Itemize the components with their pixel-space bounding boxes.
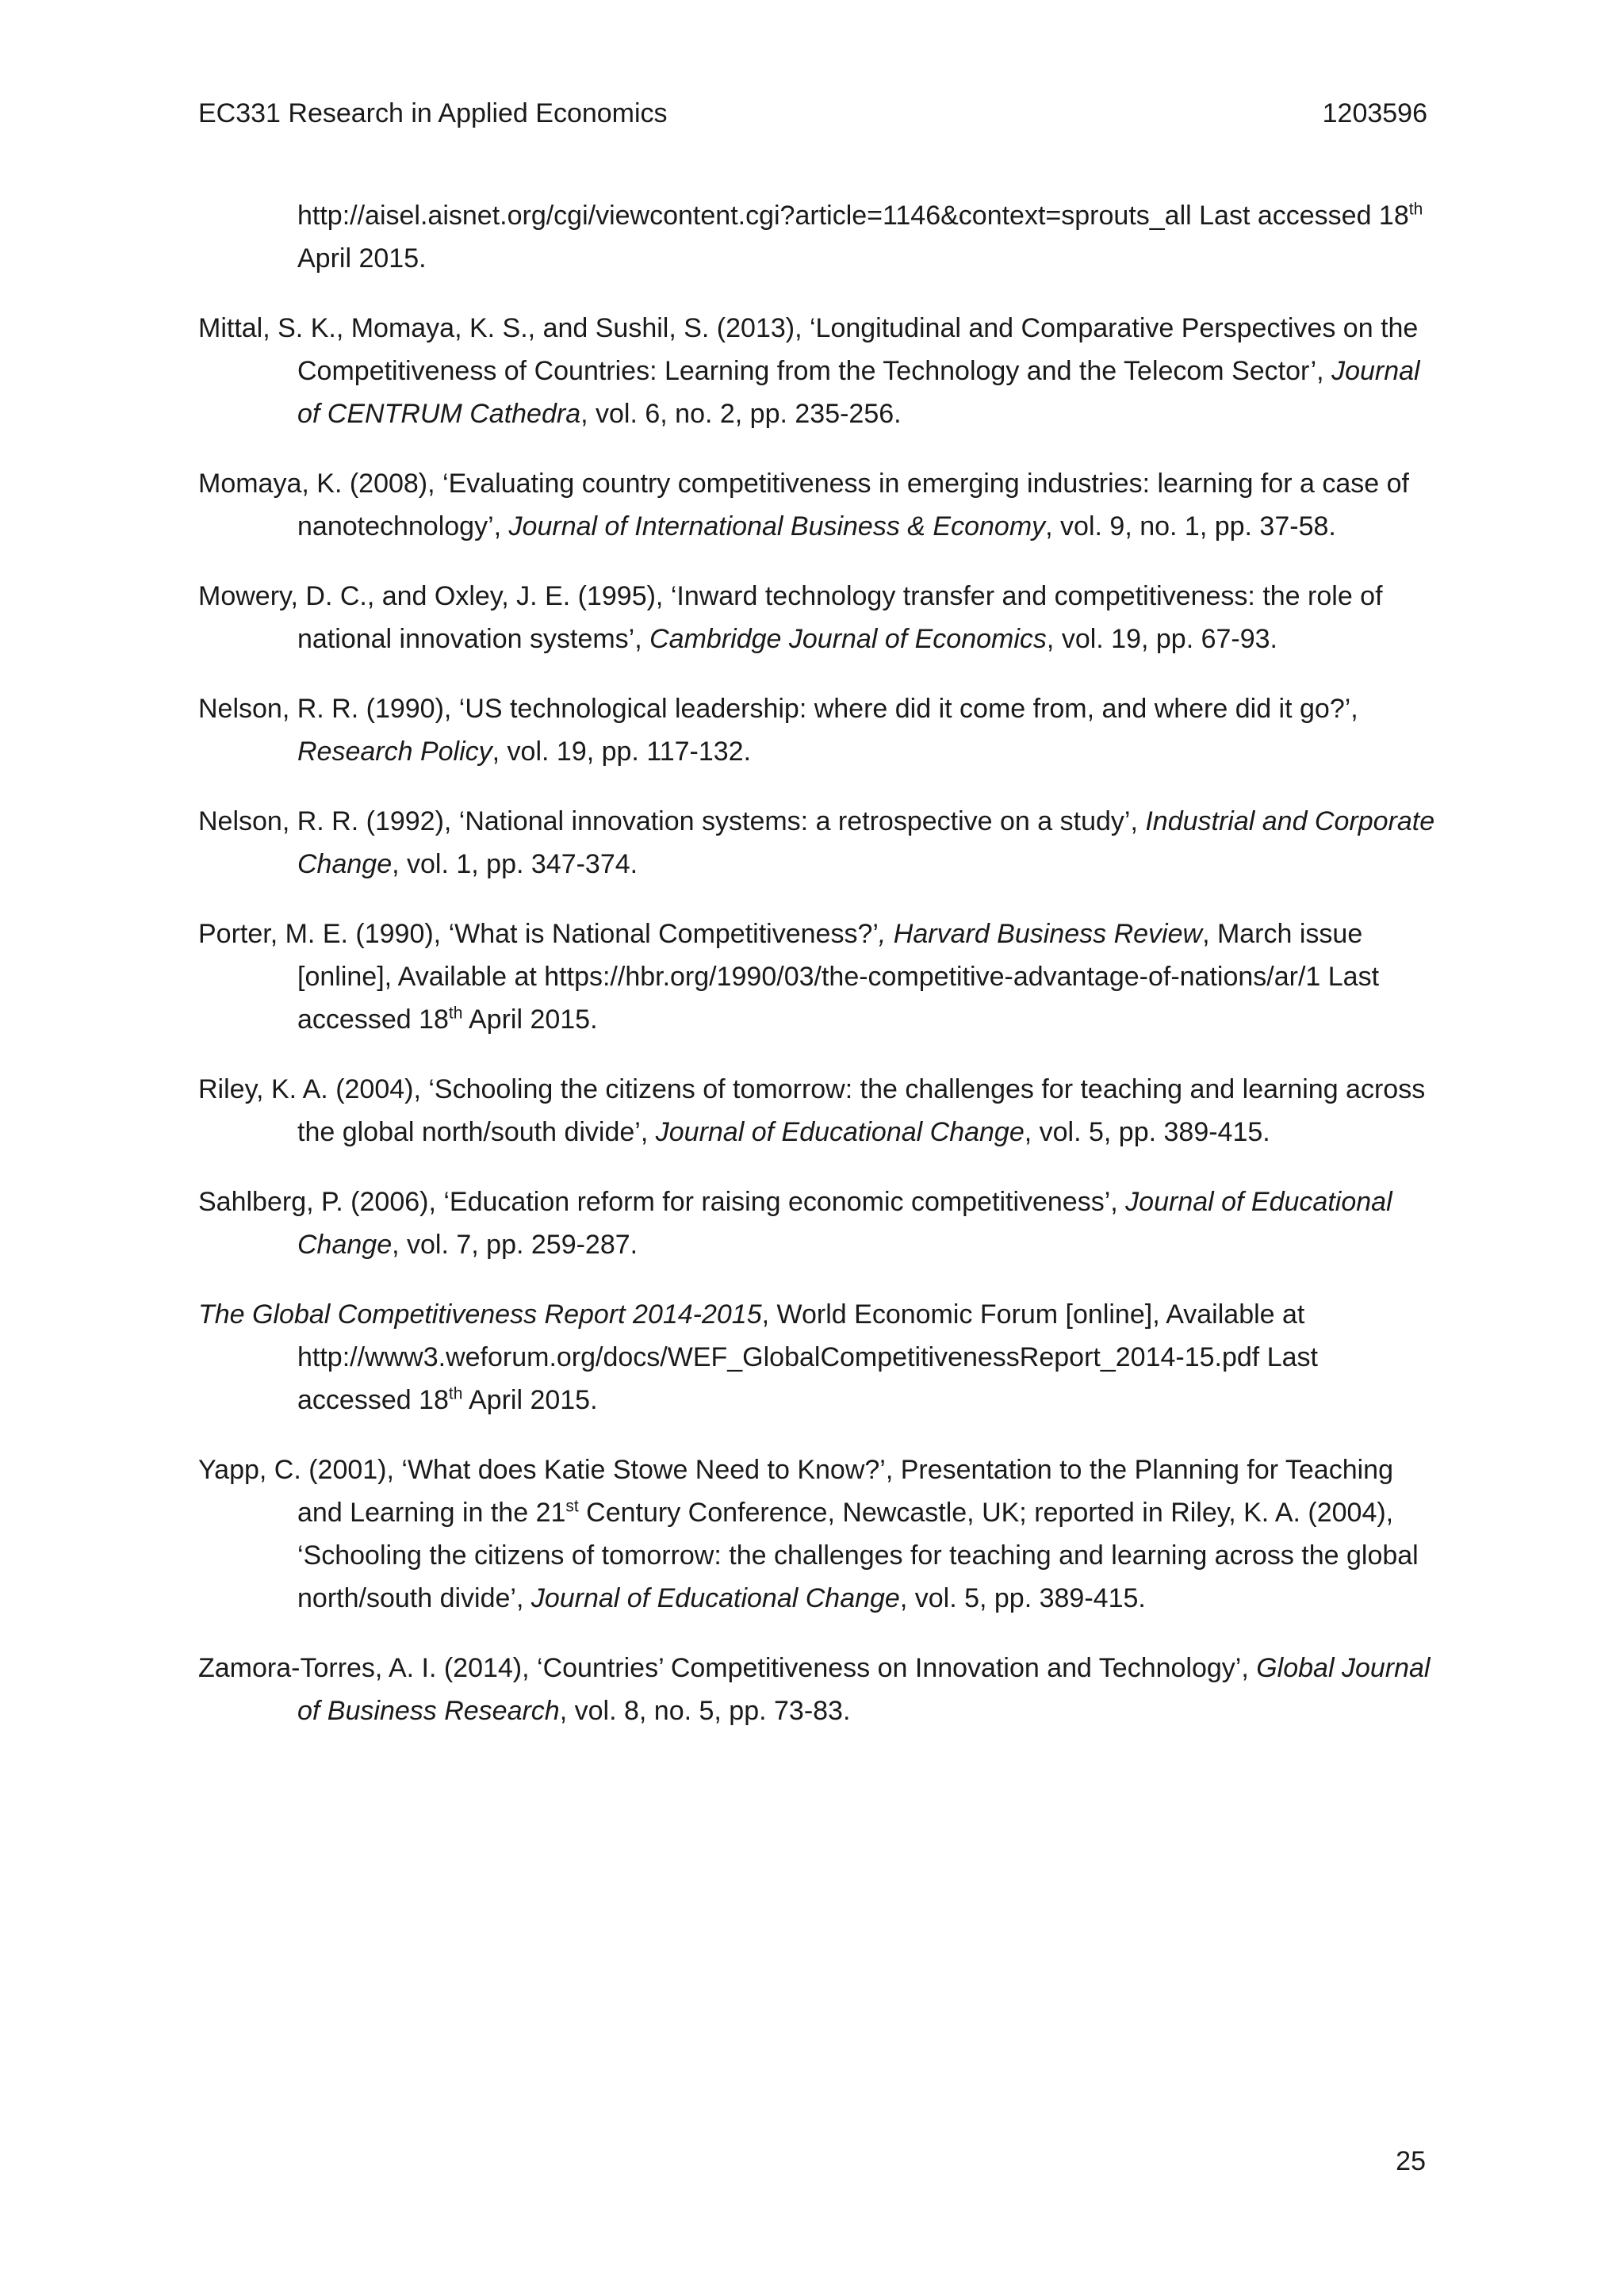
reference-sahlberg-2006: Sahlberg, P. (2006), ‘Education reform for raising economic competitiveness’, Journal of Educational Change, vol. 7, pp. 259-287. xyxy=(198,1187,1392,1260)
reference-momaya-2008: Momaya, K. (2008), ‘Evaluating country competitiveness in emerging industries: learning for a case of nanotechnology’, Journal of International Business & Economy, vol. 9, no. 1, pp. 37-58. xyxy=(198,469,1409,541)
header-student-id: 1203596 xyxy=(1322,98,1427,128)
reference-porter-1990: Porter, M. E. (1990), ‘What is National Competitiveness?’, Harvard Business Review, March issue [online], Available at https://hbr.org/1990/03/the-competitive-advantage-of-nations/ar/1 Last accessed 18th April 2015. xyxy=(198,919,1380,1035)
reference-list xyxy=(198,194,1435,1759)
reference-global-competitiveness-report: The Global Competitiveness Report 2014-2015, World Economic Forum [online], Available at http://www3.weforum.org/docs/WEF_GlobalCompetitivenessReport_2014-15.pdf Last accessed 18th April 2015. xyxy=(198,1299,1318,1415)
reference-nelson-1990: Nelson, R. R. (1990), ‘US technological leadership: where did it come from, and where did it go?’, Research Policy, vol. 19, pp. 117-132. xyxy=(198,694,1358,767)
reference-zamora-torres-2014: Zamora-Torres, A. I. (2014), ‘Countries’ Competitiveness on Innovation and Technology’, Global Journal of Business Research, vol. 8, no. 5, pp. 73-83. xyxy=(198,1653,1431,1726)
header-course-title: EC331 Research in Applied Economics xyxy=(198,98,668,128)
reference-yapp-2001: Yapp, C. (2001), ‘What does Katie Stowe Need to Know?’, Presentation to the Planning for Teaching and Learning in the 21st Century Conference, Newcastle, UK; reported in Riley, K. A. (2004), ‘Schooling the citizens of tomorrow: the challenges for teaching and learning across the global north/south divide’, Journal of Educational Change, vol. 5, pp. 389-415. xyxy=(198,1455,1419,1613)
reference-mittal-2013: Mittal, S. K., Momaya, K. S., and Sushil, S. (2013), ‘Longitudinal and Comparative Perspectives on the Competitiveness of Countries: Learning from the Technology and the Telecom Sector’, Journal of CENTRUM Cathedra, vol. 6, no. 2, pp. 235-256. xyxy=(198,313,1420,429)
reference-nelson-1992: Nelson, R. R. (1992), ‘National innovation systems: a retrospective on a study’, Industrial and Corporate Change, vol. 1, pp. 347-374. xyxy=(198,806,1435,879)
reference-continuation-aisel: http://aisel.aisnet.org/cgi/viewcontent.cgi?article=1146&context=sprouts_all Last accessed 18th April 2015. xyxy=(297,200,1423,274)
reference-mowery-1995: Mowery, D. C., and Oxley, J. E. (1995), ‘Inward technology transfer and competitiveness: the role of national innovation systems’, Cambridge Journal of Economics, vol. 19, pp. 67-93. xyxy=(198,581,1383,654)
page-number: 25 xyxy=(1396,2146,1426,2176)
reference-riley-2004: Riley, K. A. (2004), ‘Schooling the citizens of tomorrow: the challenges for teaching and learning across the global north/south divide’, Journal of Educational Change, vol. 5, pp. 389-415. xyxy=(198,1074,1426,1147)
